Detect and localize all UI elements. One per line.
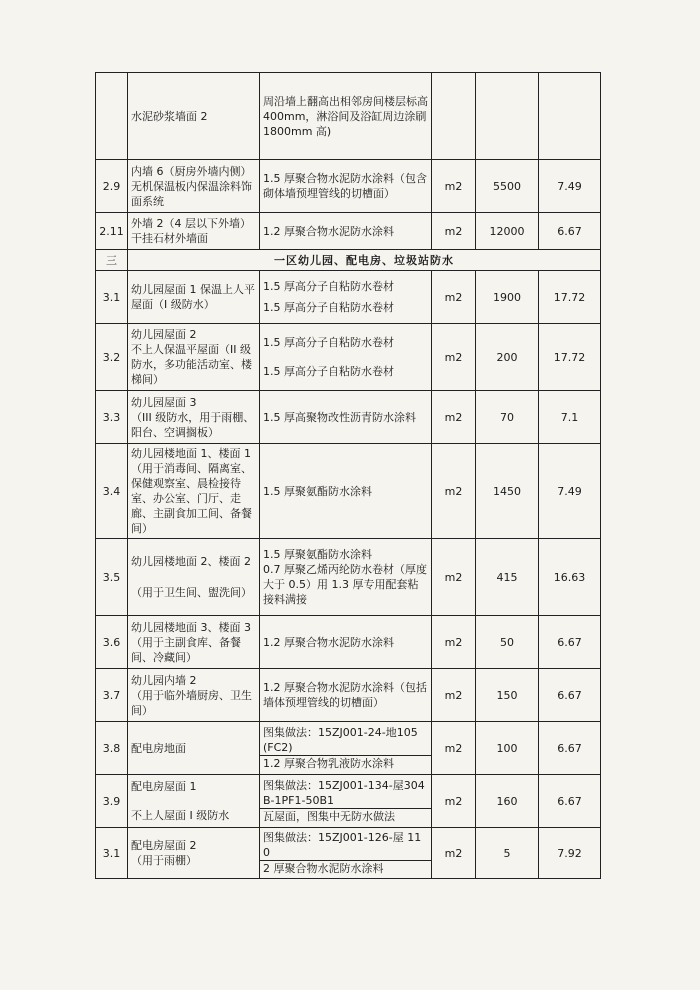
item-price: 6.67	[539, 616, 601, 669]
table-row	[96, 775, 601, 828]
table-row	[96, 391, 601, 444]
item-quantity: 200	[476, 324, 539, 391]
item-unit: m2	[432, 616, 476, 669]
item-name: 幼儿园楼地面 1、楼面 1（用于消毒间、隔离室、保健观察室、晨检接待室、办公室、门厅、走廊、主副食加工间、备餐间）	[128, 444, 260, 539]
item-name: 配电房屋面 1 不上人屋面 I 级防水	[128, 775, 260, 828]
item-name: 配电房屋面 2 （用于雨棚）	[128, 828, 260, 879]
item-name: 幼儿园屋面 3 （III 级防水，用于雨棚、阳台、空调搁板）	[128, 391, 260, 444]
section-number: 三	[96, 250, 128, 271]
row-number: 3.4	[96, 444, 128, 539]
item-price: 7.49	[539, 160, 601, 213]
item-quantity: 5	[476, 828, 539, 879]
item-spec: 1.5 厚聚氨酯防水涂料	[260, 444, 432, 539]
item-quantity: 150	[476, 669, 539, 722]
item-quantity: 12000	[476, 213, 539, 250]
table-row	[96, 73, 601, 160]
item-unit: m2	[432, 539, 476, 616]
item-name: 幼儿园内墙 2 （用于临外墙厨房、卫生间）	[128, 669, 260, 722]
table-row	[96, 324, 601, 391]
item-quantity: 1450	[476, 444, 539, 539]
item-unit: m2	[432, 160, 476, 213]
item-name: 配电房地面	[128, 722, 260, 775]
table-row	[96, 722, 601, 775]
table-row	[96, 539, 601, 616]
row-number: 2.9	[96, 160, 128, 213]
item-spec: 1.5 厚聚合物水泥防水涂料（包含砌体墙预埋管线的切槽面）	[260, 160, 432, 213]
item-price: 17.72	[539, 324, 601, 391]
item-spec: 1.5 厚高聚物改性沥青防水涂料	[260, 391, 432, 444]
table-row	[96, 616, 601, 669]
row-number: 3.2	[96, 324, 128, 391]
item-name: 幼儿园楼地面 3、楼面 3 （用于主副食库、备餐间、冷藏间）	[128, 616, 260, 669]
item-price: 7.49	[539, 444, 601, 539]
table-row	[96, 160, 601, 213]
item-unit: m2	[432, 722, 476, 775]
item-spec: 1.2 厚聚合物水泥防水涂料（包括墙体预埋管线的切槽面）	[260, 669, 432, 722]
item-price: 6.67	[539, 775, 601, 828]
table-row	[96, 271, 601, 324]
item-unit: m2	[432, 828, 476, 879]
item-name: 水泥砂浆墙面 2	[128, 73, 260, 160]
waterproofing-bill-table	[95, 72, 601, 879]
item-price	[539, 73, 601, 160]
item-unit: m2	[432, 775, 476, 828]
row-number: 3.1	[96, 271, 128, 324]
item-name: 外墙 2（4 层以下外墙）干挂石材外墙面	[128, 213, 260, 250]
item-price: 7.1	[539, 391, 601, 444]
item-price: 16.63	[539, 539, 601, 616]
table-row	[96, 444, 601, 539]
item-name: 幼儿园屋面 1 保温上人平屋面（I 级防水）	[128, 271, 260, 324]
item-unit: m2	[432, 444, 476, 539]
item-price: 7.92	[539, 828, 601, 879]
item-name: 幼儿园楼地面 2、楼面 2 （用于卫生间、盥洗间）	[128, 539, 260, 616]
item-spec: 图集做法：15ZJ001-134-屋304B-1PF1-50B1 瓦屋面，图集中无防水做法	[260, 775, 432, 828]
item-spec: 1.2 厚聚合物水泥防水涂料	[260, 616, 432, 669]
row-number	[96, 73, 128, 160]
item-spec: 周沿墙上翻高出相邻房间楼层标高 400mm，淋浴间及浴缸周边涂刷 1800mm 高)	[260, 73, 432, 160]
table-row	[96, 213, 601, 250]
item-quantity: 415	[476, 539, 539, 616]
item-quantity: 50	[476, 616, 539, 669]
item-unit: m2	[432, 324, 476, 391]
item-spec: 图集做法：15ZJ001-126-屋 110 2 厚聚合物水泥防水涂料	[260, 828, 432, 879]
row-number: 3.8	[96, 722, 128, 775]
row-number: 3.5	[96, 539, 128, 616]
item-quantity: 100	[476, 722, 539, 775]
item-price: 6.67	[539, 722, 601, 775]
item-unit	[432, 73, 476, 160]
item-name: 内墙 6（厨房外墙内侧）无机保温板内保温涂料饰面系统	[128, 160, 260, 213]
row-number: 3.9	[96, 775, 128, 828]
row-number: 3.7	[96, 669, 128, 722]
item-spec: 1.5 厚高分子自粘防水卷材 1.5 厚高分子自粘防水卷材	[260, 271, 432, 324]
item-quantity: 5500	[476, 160, 539, 213]
item-spec: 图集做法：15ZJ001-24-地105(FC2) 1.2 厚聚合物乳液防水涂料	[260, 722, 432, 775]
row-number: 2.11	[96, 213, 128, 250]
row-number: 3.3	[96, 391, 128, 444]
item-spec: 1.5 厚高分子自粘防水卷材 1.5 厚高分子自粘防水卷材	[260, 324, 432, 391]
item-unit: m2	[432, 669, 476, 722]
item-spec: 1.5 厚聚氨酯防水涂料 0.7 厚聚乙烯丙纶防水卷材（厚度大于 0.5）用 1.3 厚专用配套粘接料满接	[260, 539, 432, 616]
item-quantity: 70	[476, 391, 539, 444]
item-unit: m2	[432, 271, 476, 324]
item-price: 6.67	[539, 669, 601, 722]
item-name: 幼儿园屋面 2 不上人保温平屋面（II 级防水，多功能活动室、楼梯间）	[128, 324, 260, 391]
table-row	[96, 669, 601, 722]
table-row	[96, 828, 601, 879]
item-quantity	[476, 73, 539, 160]
item-quantity: 1900	[476, 271, 539, 324]
section-title: 一区幼儿园、配电房、垃圾站防水	[128, 250, 601, 271]
item-price: 6.67	[539, 213, 601, 250]
section-header-row	[96, 250, 601, 271]
row-number: 3.6	[96, 616, 128, 669]
item-quantity: 160	[476, 775, 539, 828]
item-unit: m2	[432, 391, 476, 444]
item-price: 17.72	[539, 271, 601, 324]
item-unit: m2	[432, 213, 476, 250]
row-number: 3.1	[96, 828, 128, 879]
item-spec: 1.2 厚聚合物水泥防水涂料	[260, 213, 432, 250]
